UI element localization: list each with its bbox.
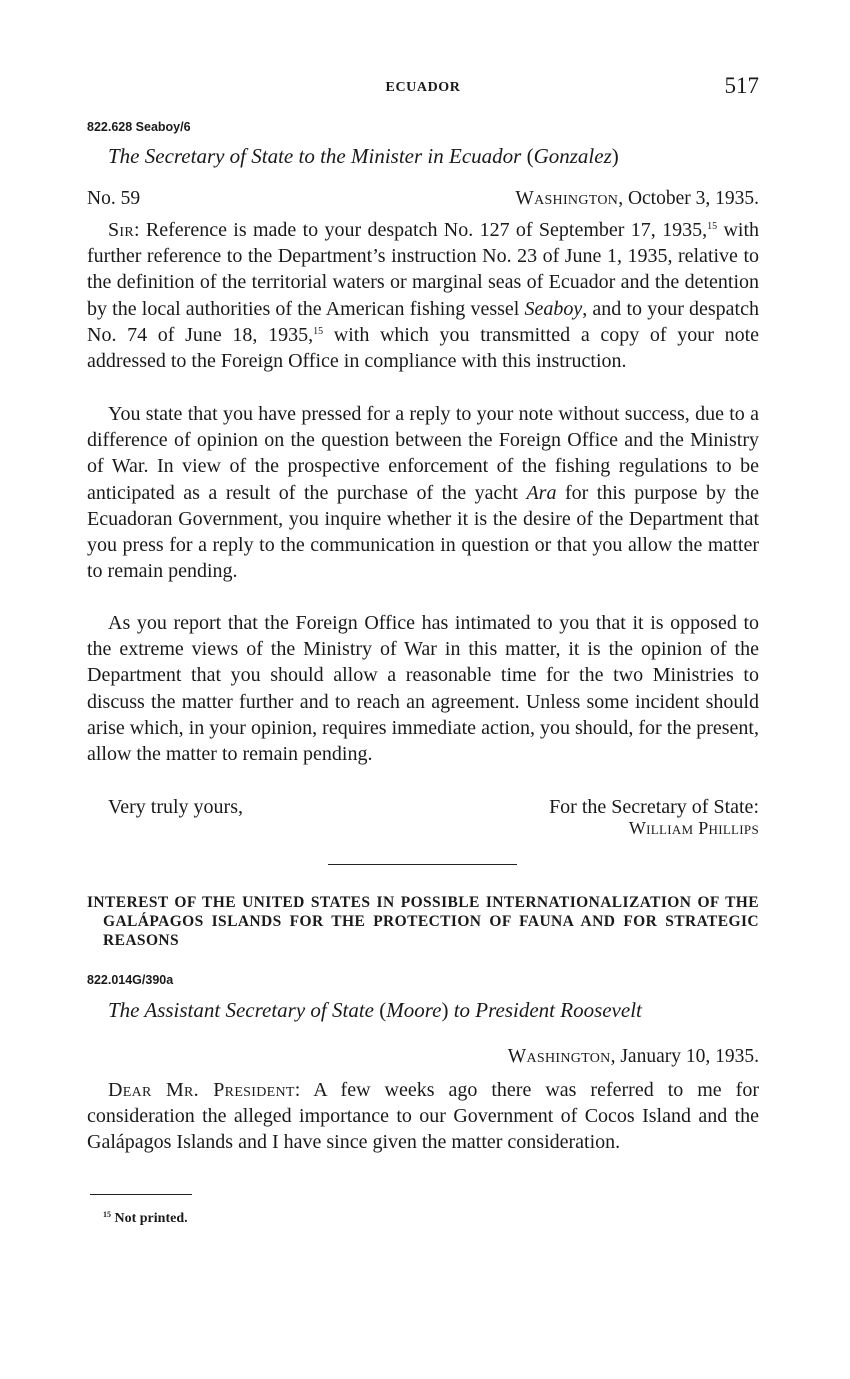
paragraph-text: with which you transmitted a copy of your note addressed to the Foreign Office in compliance with this instruction. bbox=[87, 323, 760, 373]
paragraph-1 bbox=[87, 217, 759, 374]
heading-recipient: to President Roosevelt bbox=[453, 998, 642, 1022]
dateline-date: , October 3, 1935. bbox=[618, 188, 759, 209]
signer-name: William Phillips bbox=[628, 818, 759, 838]
paragraph-text: Reference is made to your despatch No. 127 of September 17, 1935, bbox=[145, 219, 708, 241]
dateline bbox=[515, 188, 759, 210]
salutation: Dear Mr. President bbox=[108, 1079, 295, 1101]
footnote-number: 15 bbox=[103, 1210, 111, 1219]
heading-recipient-name: Gonzalez bbox=[533, 144, 612, 168]
yacht-name: Ara bbox=[526, 481, 557, 504]
paragraph-text: with further reference to the Department’s instruction No. 23 of June 1, 1935, relative to the definition of the territorial waters or marginal seas of Ecuador and the detention by the local authorities of the American fishing vessel bbox=[87, 219, 759, 320]
footnote-text: Not printed. bbox=[111, 1211, 188, 1226]
paragraph-text: , and to your despatch No. 74 of June 18, 1935, bbox=[87, 297, 759, 346]
heading-sender-name: Moore bbox=[386, 998, 442, 1022]
heading-paren-close: ) bbox=[441, 998, 449, 1022]
vessel-name: Seaboy bbox=[524, 297, 583, 320]
dateline-place: Washington bbox=[507, 1046, 611, 1067]
paragraph-letter bbox=[87, 1077, 759, 1156]
paragraph-2 bbox=[87, 401, 759, 584]
heading-main: The Assistant Secretary of State bbox=[108, 998, 374, 1022]
footnote-ref: 15 bbox=[313, 325, 324, 337]
closing: Very truly yours, bbox=[108, 796, 243, 818]
section-heading: INTEREST OF THE UNITED STATES IN POSSIBLE INTERNATIONALIZATION OF THE GALÁPAGOS ISLANDS FOR THE PROTECTION OF FAUNA AND FOR STRATEGIC REASONS bbox=[87, 894, 759, 949]
heading-main: The Secretary of State to the Minister in Ecuador bbox=[108, 144, 522, 168]
salutation-colon: : bbox=[134, 219, 146, 241]
paragraph-3: As you report that the Foreign Office has intimated to you that it is opposed to the extreme views of the Ministry of War in this matter, it is the opinion of the Department that you should allow a reasonable time for the two Ministries to discuss the matter further and to reach an agreement. Unless some incident should arise which, in your opinion, requires immediate action, you should, for the present, allow the matter to remain pending. bbox=[87, 612, 759, 766]
dateline bbox=[508, 1046, 759, 1068]
footnote-rule bbox=[90, 1194, 192, 1195]
salutation: Sir bbox=[108, 219, 135, 241]
document-number: No. 59 bbox=[87, 188, 141, 209]
heading-paren-close: ) bbox=[611, 144, 619, 168]
document-heading bbox=[108, 998, 642, 1023]
file-reference: 822.014G/390a bbox=[87, 973, 174, 987]
heading-paren-open: ( bbox=[379, 998, 387, 1022]
document-heading bbox=[108, 144, 619, 169]
heading-paren-open: ( bbox=[526, 144, 534, 168]
signature-for: For the Secretary of State: bbox=[549, 796, 759, 818]
paragraph-text: You state that you have pressed for a reply to your note without success, due to a difference of opinion on the question between the Foreign Office and the Ministry of War. In view of the prospective enforcement of the fishing regulations to be anticipated as a result of the purchase of the yacht bbox=[87, 403, 759, 504]
paragraph-text: A few weeks ago there was referred to me for consideration the alleged importance to our Government of Cocos Island and the Galápagos Islands and I have since given the matter consideration. bbox=[87, 1079, 760, 1154]
footnote-ref: 15 bbox=[707, 221, 718, 232]
dateline-date: , January 10, 1935. bbox=[610, 1046, 759, 1067]
dateline-place: Washington bbox=[515, 188, 619, 209]
page-number: 517 bbox=[724, 73, 759, 98]
section-divider bbox=[328, 864, 517, 865]
footnote bbox=[103, 1211, 188, 1227]
salutation-colon: : bbox=[294, 1079, 314, 1101]
paragraph-text: for this purpose by the Ecuadoran Government, you inquire whether it is the desire of the Department that you press for a reply to the communication in question or that you allow the matter to remain pending. bbox=[87, 481, 759, 583]
running-head-title: ECUADOR bbox=[385, 80, 461, 95]
running-head bbox=[87, 73, 759, 100]
file-reference: 822.628 Seaboy/6 bbox=[87, 120, 191, 134]
